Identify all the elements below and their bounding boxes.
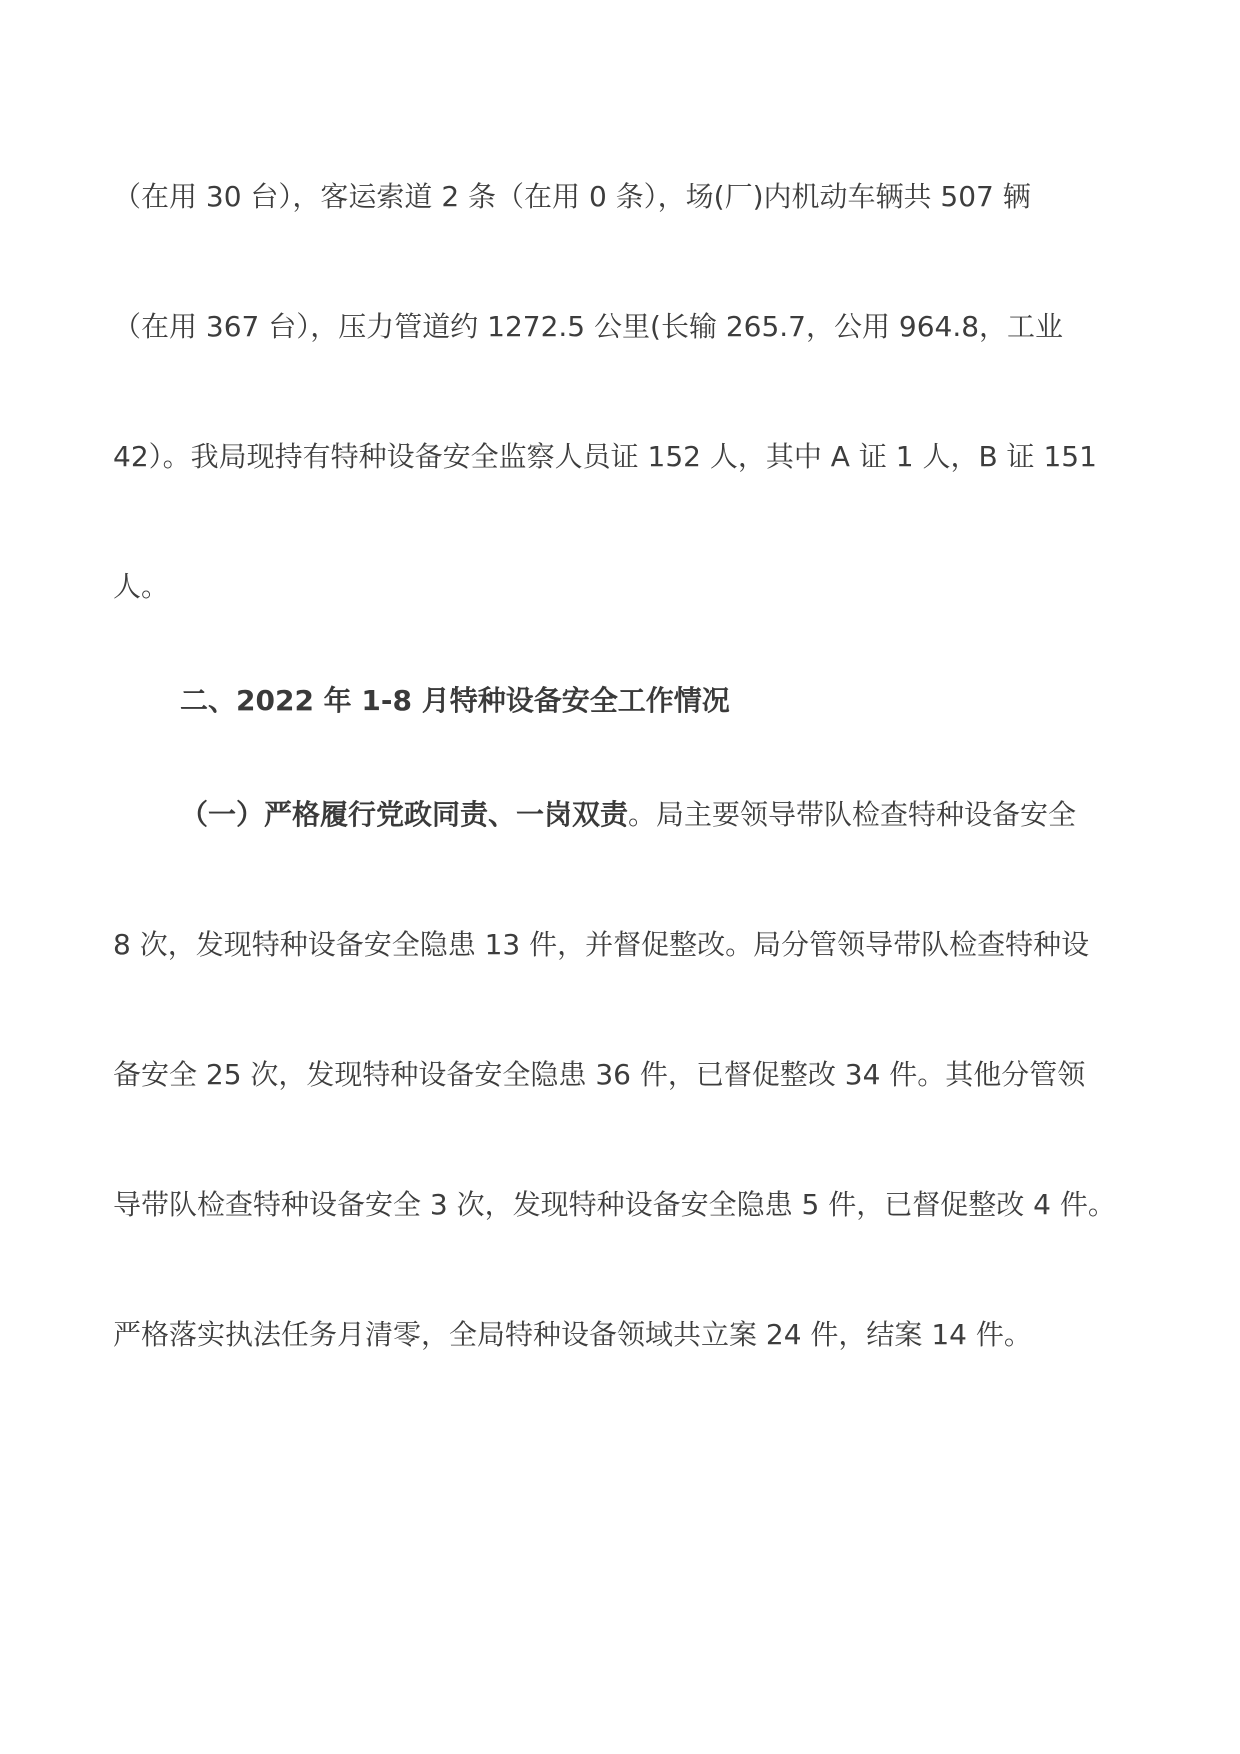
subsection-first-line xyxy=(180,797,1076,833)
paragraph-line: 42）。我局现持有特种设备安全监察人员证 152 人，其中 A 证 1 人，B 证 151 xyxy=(113,440,1097,473)
paragraph-line: （在用 367 台），压力管道约 1272.5 公里(长输 265.7，公用 964.8，工业 xyxy=(113,310,1064,343)
paragraph-line: （在用 30 台），客运索道 2 条（在用 0 条），场(厂)内机动车辆共 507 辆 xyxy=(113,180,1031,213)
paragraph-line: 8 次，发现特种设备安全隐患 13 件，并督促整改。局分管领导带队检查特种设 xyxy=(113,928,1090,961)
section-heading: 二、2022 年 1-8 月特种设备安全工作情况 xyxy=(180,684,730,717)
subsection-title: （一）严格履行党政同责、一岗双责 xyxy=(180,798,629,831)
paragraph-line: 备安全 25 次，发现特种设备安全隐患 36 件，已督促整改 34 件。其他分管领 xyxy=(113,1058,1086,1091)
subsection-first-line-text: 。局主要领导带队检查特种设备安全 xyxy=(628,798,1077,831)
paragraph-line: 人。 xyxy=(113,570,170,603)
paragraph-line: 严格落实执法任务月清零，全局特种设备领域共立案 24 件，结案 14 件。 xyxy=(113,1318,1032,1351)
paragraph-line: 导带队检查特种设备安全 3 次，发现特种设备安全隐患 5 件，已督促整改 4 件。 xyxy=(113,1188,1116,1221)
